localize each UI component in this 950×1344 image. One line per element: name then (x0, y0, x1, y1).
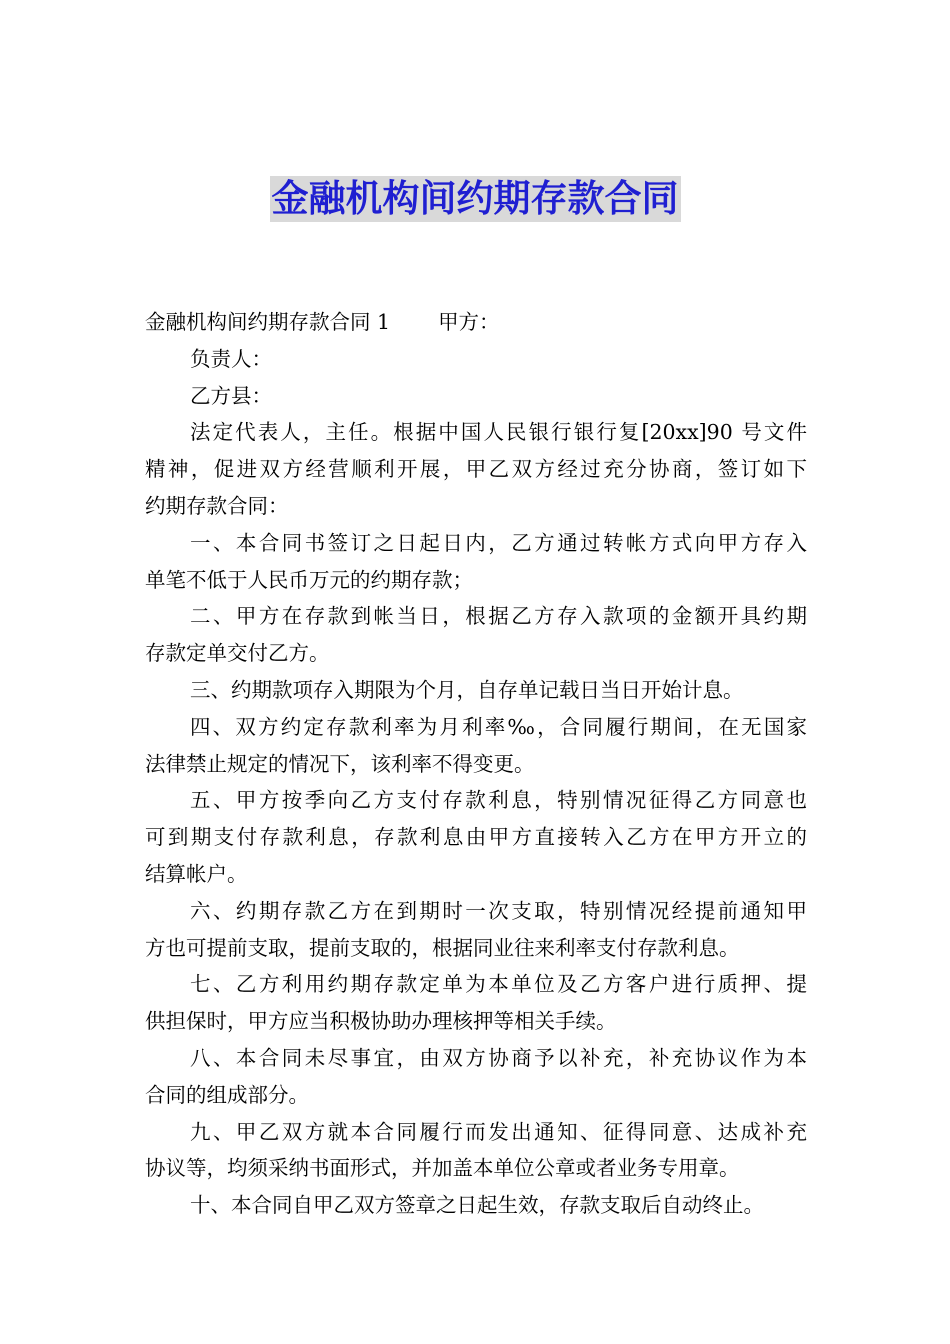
line-text: 十、本合同自甲乙双方签章之日起生效，存款支取后自动终止。 (190, 1193, 764, 1218)
line-text: 单笔不低于人民币万元的约期存款； (145, 567, 473, 592)
paragraph-line (145, 1040, 807, 1077)
paragraph-line (145, 635, 807, 672)
line-text: 结算帐户。 (145, 861, 248, 886)
line-text: 六、约期存款乙方在到期时一次支取，特别情况经提前通知甲 (190, 898, 807, 923)
line-text: 合同的组成部分。 (145, 1082, 309, 1107)
paragraph-line (145, 378, 807, 415)
line-text: 法定代表人，主任。根据中国人民银行银行复[20xx]90 号文件 (190, 420, 807, 445)
line-text: 二、甲方在存款到帐当日，根据乙方存入款项的金额开具约期 (190, 604, 807, 629)
line-text: 九、甲乙双方就本合同履行而发出通知、征得同意、达成补充 (190, 1119, 807, 1144)
paragraph-line (145, 672, 807, 709)
paragraph-line (145, 709, 807, 746)
line-text: 协议等，均须采纳书面形式，并加盖本单位公章或者业务专用章。 (145, 1156, 740, 1181)
line-text: 法律禁止规定的情况下，该利率不得变更。 (145, 751, 535, 776)
paragraph-line (145, 1187, 807, 1224)
line-text: 方也可提前支取，提前支取的，根据同业往来利率支付存款利息。 (145, 935, 740, 960)
party-a-label: 甲方： (438, 310, 500, 334)
paragraph-line (145, 598, 807, 635)
paragraph-line (145, 966, 807, 1003)
paragraph-line (145, 1077, 807, 1114)
line-text: 七、乙方利用约期存款定单为本单位及乙方客户进行质押、提 (190, 972, 807, 997)
line-text: 四、双方约定存款利率为月利率‰，合同履行期间，在无国家 (190, 714, 807, 739)
paragraph-line (145, 893, 807, 930)
line-text: 五、甲方按季向乙方支付存款利息，特别情况征得乙方同意也 (190, 788, 807, 813)
line-text: 约期存款合同： (145, 493, 289, 518)
paragraph-line (145, 856, 807, 893)
line-text: 负责人： (190, 346, 272, 371)
line-text: 供担保时，甲方应当积极协助办理核押等相关手续。 (145, 1009, 617, 1034)
line-text: 可到期支付存款利息，存款利息由甲方直接转入乙方在甲方开立的 (145, 825, 807, 850)
paragraph-line (145, 341, 807, 378)
document-title: 金融机构间约期存款合同 (271, 177, 679, 220)
line-text: 精神，促进双方经营顺利开展，甲乙双方经过充分协商，签订如下 (145, 457, 807, 482)
document-body (145, 304, 807, 1224)
paragraph-line (145, 562, 807, 599)
title-container (0, 176, 950, 222)
paragraph-line (145, 819, 807, 856)
paragraph-line (145, 414, 807, 451)
paragraph-line (145, 930, 807, 967)
paragraph-line (145, 525, 807, 562)
paragraph-line (145, 451, 807, 488)
line-text: 存款定单交付乙方。 (145, 641, 330, 666)
line-text: 一、本合同书签订之日起日内，乙方通过转帐方式向甲方存入 (190, 530, 807, 555)
paragraph-line (145, 1114, 807, 1151)
paragraph-line (145, 488, 807, 525)
paragraph-line (145, 1003, 807, 1040)
paragraph-line (145, 1150, 807, 1187)
line-text: 三、约期款项存入期限为个月，自存单记载日当日开始计息。 (190, 677, 744, 702)
paragraph-line (145, 782, 807, 819)
contract-heading-line (145, 304, 807, 341)
line-text: 金融机构间约期存款合同 1 (145, 310, 391, 334)
paragraph-line (145, 746, 807, 783)
line-text: 八、本合同未尽事宜，由双方协商予以补充，补充协议作为本 (190, 1045, 807, 1070)
line-text: 乙方县： (190, 383, 272, 408)
